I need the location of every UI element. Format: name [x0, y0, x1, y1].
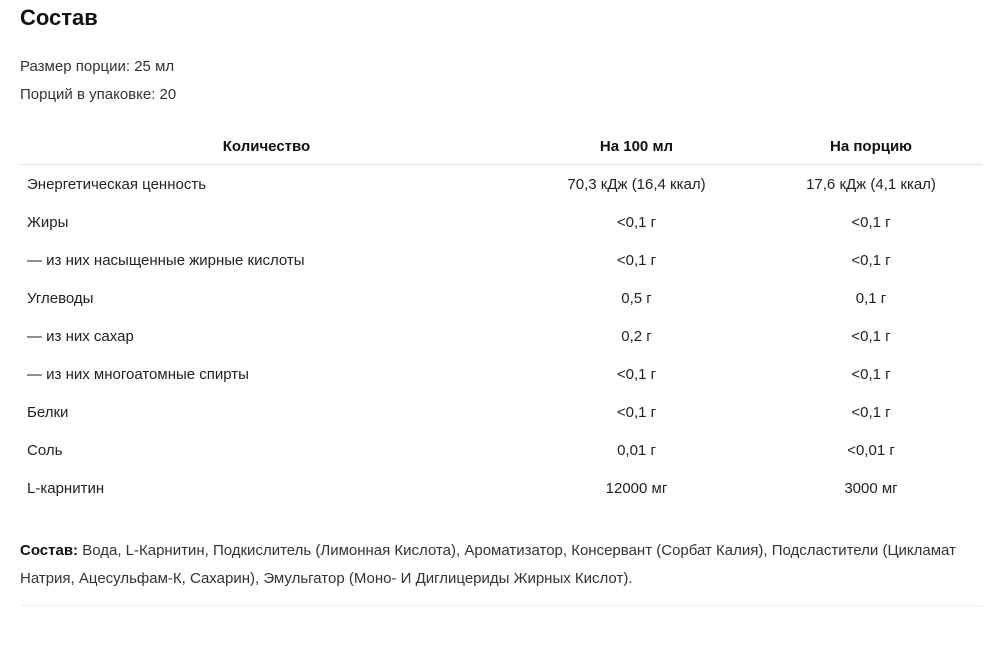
- nutrient-name: — из них насыщенные жирные кислоты: [27, 251, 305, 269]
- nutrient-name: L-карнитин: [27, 479, 105, 497]
- nutrition-table: [20, 128, 982, 507]
- nutrient-name: — из них сахар: [27, 327, 134, 345]
- nutrient-name: Белки: [27, 403, 69, 421]
- nutrient-name: — из них многоатомные спирты: [27, 365, 249, 383]
- value-per-serving: <0,1 г: [851, 327, 891, 345]
- value-per-100ml: <0,1 г: [616, 365, 657, 383]
- value-per-serving: <0,01 г: [847, 441, 895, 459]
- value-per-serving: 3000 мг: [844, 479, 898, 497]
- table-row: [20, 469, 982, 507]
- table-row: [20, 241, 982, 279]
- nutrient-name: Соль: [27, 441, 63, 459]
- value-per-100ml: 70,3 кДж (16,4 ккал): [567, 175, 706, 193]
- serving-size: Размер порции: 25 мл: [20, 58, 175, 75]
- value-per-serving: 17,6 кДж (4,1 ккал): [806, 175, 936, 193]
- value-per-100ml: <0,1 г: [616, 251, 657, 269]
- value-per-100ml: 0,5 г: [621, 289, 652, 307]
- table-row: [20, 355, 982, 393]
- table-row: [20, 317, 982, 355]
- table-row: [20, 393, 982, 431]
- servings-per-package: Порций в упаковке: 20: [20, 86, 177, 103]
- value-per-100ml: 12000 мг: [605, 479, 668, 497]
- value-per-serving: <0,1 г: [851, 365, 891, 383]
- table-header-row: [20, 128, 982, 165]
- value-per-100ml: <0,1 г: [616, 213, 657, 231]
- composition: [20, 537, 982, 593]
- table-row: [20, 279, 982, 317]
- value-per-serving: 0,1 г: [855, 289, 887, 307]
- header-amount: Количество: [20, 128, 513, 165]
- value-per-100ml: 0,2 г: [621, 327, 652, 345]
- nutrient-name: Жиры: [27, 213, 69, 231]
- value-per-serving: <0,1 г: [851, 251, 891, 269]
- value-per-serving: <0,1 г: [851, 403, 891, 421]
- value-per-serving: <0,1 г: [851, 213, 891, 231]
- header-per-100ml: На 100 мл: [513, 128, 760, 165]
- composition-label: Состав:: [20, 542, 79, 559]
- value-per-100ml: 0,01 г: [617, 441, 656, 459]
- section-title: Состав: [20, 5, 98, 30]
- composition-text: Вода, L-Карнитин, Подкислитель (Лимонная Кислота), Ароматизатор, Консервант (Сорбат Калия), Подсластители (Цикламат Натрия, Ацесульфам-К, Сахарин), Эмульгатор (Моно- И Диглицериды Жирных Кислот).: [20, 542, 956, 587]
- nutrient-name: Углеводы: [27, 289, 94, 307]
- divider: [20, 605, 982, 606]
- nutrient-name: Энергетическая ценность: [27, 175, 207, 193]
- value-per-100ml: <0,1 г: [616, 403, 657, 421]
- table-row: [20, 431, 982, 469]
- table-row: [20, 165, 982, 204]
- header-per-serving: На порцию: [760, 128, 982, 165]
- table-row: [20, 203, 982, 241]
